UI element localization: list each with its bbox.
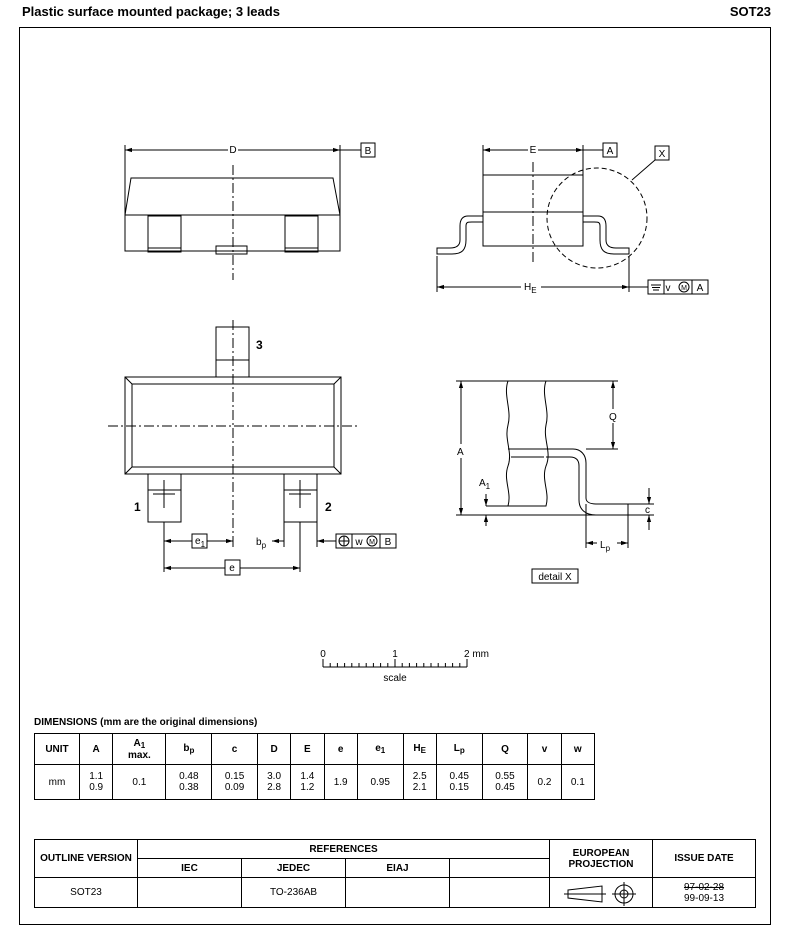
- label-v: v: [665, 283, 671, 294]
- dim-value-e-pitch: 1.9: [324, 765, 357, 800]
- scale-tick-0: 0: [320, 649, 326, 660]
- label-e1: $e_1$: [195, 536, 206, 549]
- pin-3-label: 3: [256, 338, 263, 352]
- dim-header-a1: $A_1$ max.: [113, 734, 166, 765]
- side-view-d: [125, 143, 375, 280]
- dim-value-d: 3.0 2.8: [257, 765, 290, 800]
- dim-header-lp: $L_p$: [436, 734, 482, 765]
- dim-header-w: w: [561, 734, 594, 765]
- detail-x-label: detail X: [538, 572, 572, 583]
- label-a1: $A_1$: [479, 478, 491, 491]
- pin-2-label: 2: [325, 500, 332, 514]
- pin-1-label: 1: [134, 500, 141, 514]
- label-m-2: M: [369, 539, 375, 546]
- dim-header-v: v: [528, 734, 561, 765]
- dim-value-bp: 0.48 0.38: [166, 765, 212, 800]
- package-code: SOT23: [729, 4, 771, 19]
- dim-value-lp: 0.45 0.15: [436, 765, 482, 800]
- dim-unit-mm: mm: [35, 765, 80, 800]
- label-he-datum: A: [696, 283, 704, 294]
- scale-tick-2: 2 mm: [464, 649, 489, 660]
- references-header: REFERENCES: [138, 840, 550, 859]
- dim-header-bp: $b_p$: [166, 734, 212, 765]
- eiaj-header: EIAJ: [346, 859, 450, 878]
- eiaj-value: [346, 878, 450, 908]
- label-bp-datum: B: [384, 537, 392, 548]
- drawing-labels: [134, 144, 704, 684]
- iec-value: [138, 878, 242, 908]
- label-he: $H_E$: [524, 282, 537, 295]
- dim-header-e: E: [291, 734, 324, 765]
- dim-value-q: 0.55 0.45: [482, 765, 528, 800]
- label-bp: $b_p$: [256, 537, 267, 550]
- label-datum-b: B: [364, 146, 372, 157]
- label-q: Q: [609, 412, 617, 423]
- top-view: [108, 320, 396, 575]
- issue-date-value: 97-02-28 99-09-13: [653, 878, 756, 908]
- label-e: E: [529, 145, 537, 156]
- issue-date-header: ISSUE DATE: [653, 840, 756, 878]
- scale-bar: [323, 659, 467, 667]
- jedec-value: TO-236AB: [242, 878, 346, 908]
- references-spare-value: [450, 878, 550, 908]
- dim-value-a: 1.1 0.9: [80, 765, 113, 800]
- label-x: X: [658, 149, 666, 160]
- dim-value-e: 1.4 1.2: [291, 765, 324, 800]
- label-c: c: [645, 505, 650, 516]
- package-title: Plastic surface mounted package; 3 leads: [22, 4, 280, 19]
- dimensions-table: [34, 733, 595, 800]
- label-w: w: [355, 537, 363, 548]
- label-a: A: [457, 447, 464, 458]
- dim-value-c: 0.15 0.09: [212, 765, 258, 800]
- outline-version-value: SOT23: [35, 878, 138, 908]
- iec-header: IEC: [138, 859, 242, 878]
- dim-value-v: 0.2: [528, 765, 561, 800]
- jedec-header: JEDEC: [242, 859, 346, 878]
- dim-header-d: D: [257, 734, 290, 765]
- dim-value-he: 2.5 2.1: [403, 765, 436, 800]
- dim-header-e1: $e_1$: [357, 734, 403, 765]
- dim-header-c: c: [212, 734, 258, 765]
- outline-table: [34, 839, 756, 908]
- dim-value-a1: 0.1: [113, 765, 166, 800]
- label-datum-a: A: [606, 146, 614, 157]
- dimensions-title: DIMENSIONS (mm are the original dimensions): [34, 717, 258, 728]
- scale-label: scale: [383, 673, 407, 684]
- dim-value-e1: 0.95: [357, 765, 403, 800]
- dim-header-a: A: [80, 734, 113, 765]
- label-lp: $L_p$: [600, 540, 611, 553]
- outline-version-header: OUTLINE VERSION: [35, 840, 138, 878]
- scale-tick-1: 1: [392, 649, 398, 660]
- dim-header-unit: UNIT: [35, 734, 80, 765]
- label-e-pitch: e: [229, 563, 235, 574]
- european-projection-header: EUROPEAN PROJECTION: [550, 840, 653, 878]
- dim-header-e-pitch: e: [324, 734, 357, 765]
- label-m: M: [681, 285, 687, 292]
- side-view-e: [437, 143, 708, 294]
- dim-header-q: Q: [482, 734, 528, 765]
- dim-value-w: 0.1: [561, 765, 594, 800]
- references-spare-header: [450, 859, 550, 878]
- dim-header-he: $H_E$: [403, 734, 436, 765]
- projection-cell: [550, 878, 653, 908]
- label-d: D: [229, 145, 237, 156]
